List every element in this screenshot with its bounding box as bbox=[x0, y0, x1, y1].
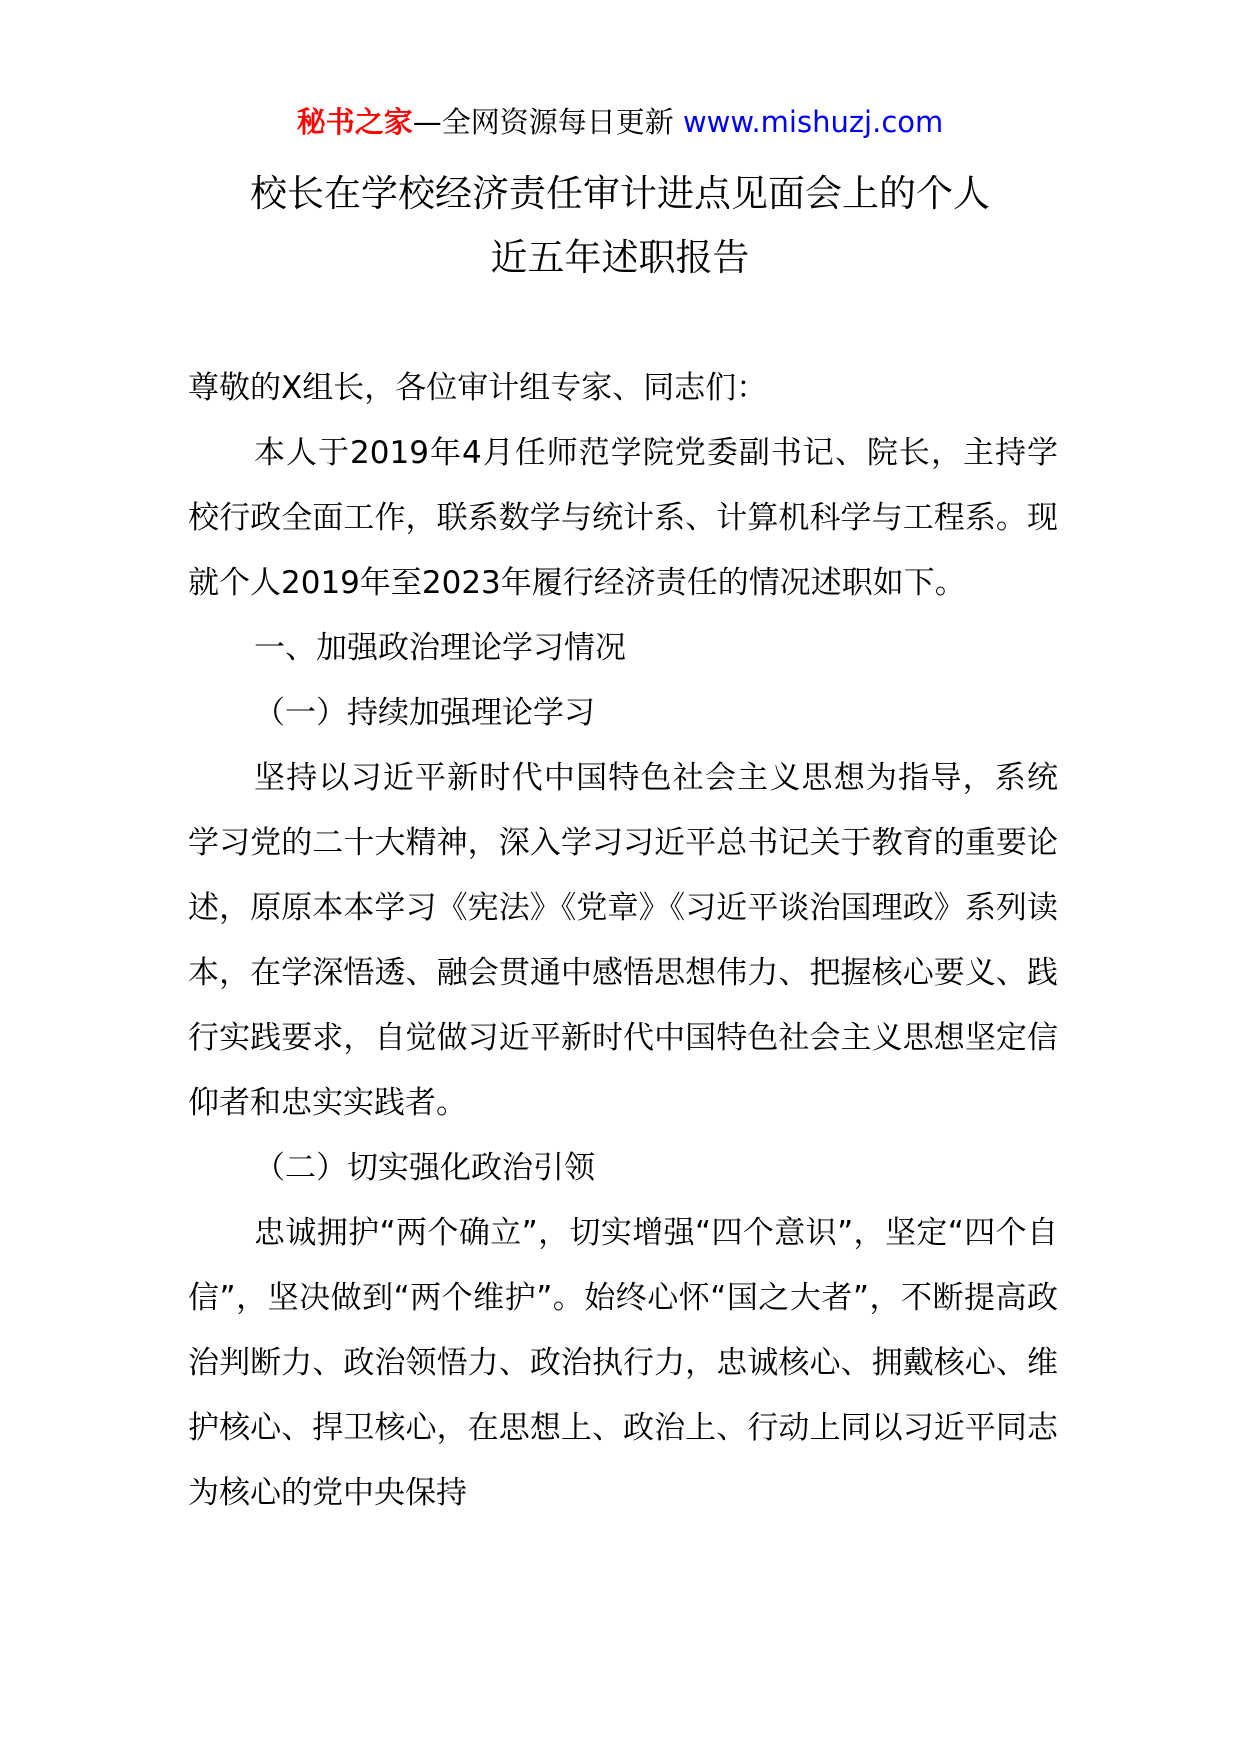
site-brand: 秘书之家 bbox=[296, 105, 413, 139]
site-tagline: —全网资源每日更新 bbox=[412, 105, 674, 139]
document-title bbox=[140, 162, 1100, 290]
subsection-paragraph-1: 坚持以习近平新时代中国特色社会主义思想为指导，系统学习党的二十大精神，深入学习习近平总书记关于教育的重要论述，原原本本学习《宪法》《党章》《习近平谈治国理政》系列读本，在学深悟透、融会贯通中感悟思想伟力、把握核心要义、践行实践要求，自觉做习近平新时代中国特色社会主义思想坚定信仰者和忠实实践者。 bbox=[188, 760, 1058, 1121]
site-header bbox=[0, 100, 1240, 144]
title-line-2: 近五年述职报告 bbox=[490, 236, 750, 279]
subsection-heading-1: （一）持续加强理论学习 bbox=[254, 695, 595, 731]
subsection-paragraph-2: 忠诚拥护“两个确立”，切实增强“四个意识”，坚定“四个自信”，坚决做到“两个维护”。始终心怀“国之大者”，不断提高政治判断力、政治领悟力、政治执行力，忠诚核心、拥戴核心、维护核心、捍卫核心，在思想上、政治上、行动上同以习近平同志为核心的党中央保持 bbox=[188, 1215, 1058, 1511]
subsection-heading-2: （二）切实强化政治引领 bbox=[254, 1150, 595, 1186]
title-line-1: 校长在学校经济责任审计进点见面会上的个人 bbox=[250, 172, 990, 215]
intro-paragraph: 本人于2019年4月任师范学院党委副书记、院长，主持学校行政全面工作，联系数学与统计系、计算机科学与工程系。现就个人2019年至2023年履行经济责任的情况述职如下。 bbox=[188, 435, 1058, 601]
document-body bbox=[188, 356, 1058, 1526]
section-heading-1: 一、加强政治理论学习情况 bbox=[254, 630, 626, 666]
site-url-link[interactable]: www.mishuzj.com bbox=[682, 105, 944, 139]
salutation: 尊敬的X组长，各位审计组专家、同志们： bbox=[188, 370, 768, 406]
